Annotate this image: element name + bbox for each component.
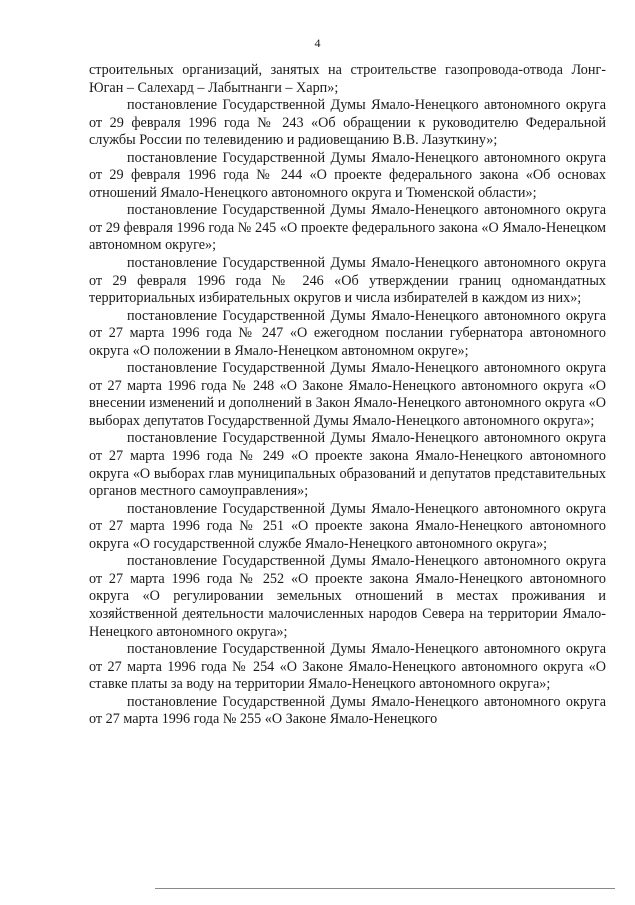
resolution-paragraph: постановление Государственной Думы Ямало-Ненецкого автономного округа от 27 марта 1996 года № 248 «О Законе Ямало-Ненецкого автономного округа «О внесении изменений и дополнений в Закон Ямало-Ненецкого автономного округа «О выборах депутатов Государственной Думы Ямало-Ненецкого автономного округа»; (89, 360, 606, 429)
resolution-paragraph: постановление Государственной Думы Ямало-Ненецкого автономного округа от 27 марта 1996 года № 252 «О проекте закона Ямало-Ненецкого автономного округа «О регулировании земельных отношений в местах проживания и хозяйственной деятельности малочисленных народов Севера на территории Ямало-Ненецкого автономного округа»; (89, 553, 606, 640)
footer-divider (155, 888, 615, 889)
resolution-paragraph: постановление Государственной Думы Ямало-Ненецкого автономного округа от 29 февраля 1996 года № 243 «Об обращении к руководителю Федеральной службы России по телевидению и радиовещанию В.В. Лазуткину»; (89, 97, 606, 149)
page-number: 4 (314, 36, 321, 50)
resolution-paragraph: постановление Государственной Думы Ямало-Ненецкого автономного округа от 29 февраля 1996 года № 244 «О проекте федерального закона «Об основах отношений Ямало-Ненецкого автономного округа и Тюменской области»; (89, 149, 606, 201)
resolution-paragraph: постановление Государственной Думы Ямало-Ненецкого автономного округа от 27 марта 1996 года № 254 «О Законе Ямало-Ненецкого автономного округа «О ставке платы за воду на территории Ямало-Ненецкого автономного округа»; (89, 641, 606, 693)
resolution-paragraph: постановление Государственной Думы Ямало-Ненецкого автономного округа от 27 марта 1996 года № 251 «О проекте закона Ямало-Ненецкого автономного округа «О государственной службе Ямало-Ненецкого автономного округа»; (89, 500, 606, 552)
resolution-paragraph: постановление Государственной Думы Ямало-Ненецкого автономного округа от 27 марта 1996 года № 255 «О Законе Ямало-Ненецкого (89, 693, 606, 728)
resolution-paragraph: постановление Государственной Думы Ямало-Ненецкого автономного округа от 27 марта 1996 года № 249 «О проекте закона Ямало-Ненецкого автономного округа «О выборах глав муниципальных образований и депутатов представительных органов местного самоуправления»; (89, 430, 606, 500)
resolution-paragraph: постановление Государственной Думы Ямало-Ненецкого автономного округа от 29 февраля 1996 года № 245 «О проекте федерального закона «О Ямало-Ненецком автономном округе»; (89, 202, 606, 254)
document-body (89, 62, 606, 729)
resolution-paragraph: строительных организаций, занятых на строительстве газопровода-отвода Лонг-Юган – Салехард – Лабытнанги – Харп»; (89, 62, 606, 96)
resolution-paragraph: постановление Государственной Думы Ямало-Ненецкого автономного округа от 27 марта 1996 года № 247 «О ежегодном послании губернатора автономного округа «О положении в Ямало-Ненецком автономном округе»; (89, 307, 606, 359)
resolution-paragraph: постановление Государственной Думы Ямало-Ненецкого автономного округа от 29 февраля 1996 года № 246 «Об утверждении границ одномандатных территориальных избирательных округов и числа избирателей в каждом из них»; (89, 255, 606, 307)
